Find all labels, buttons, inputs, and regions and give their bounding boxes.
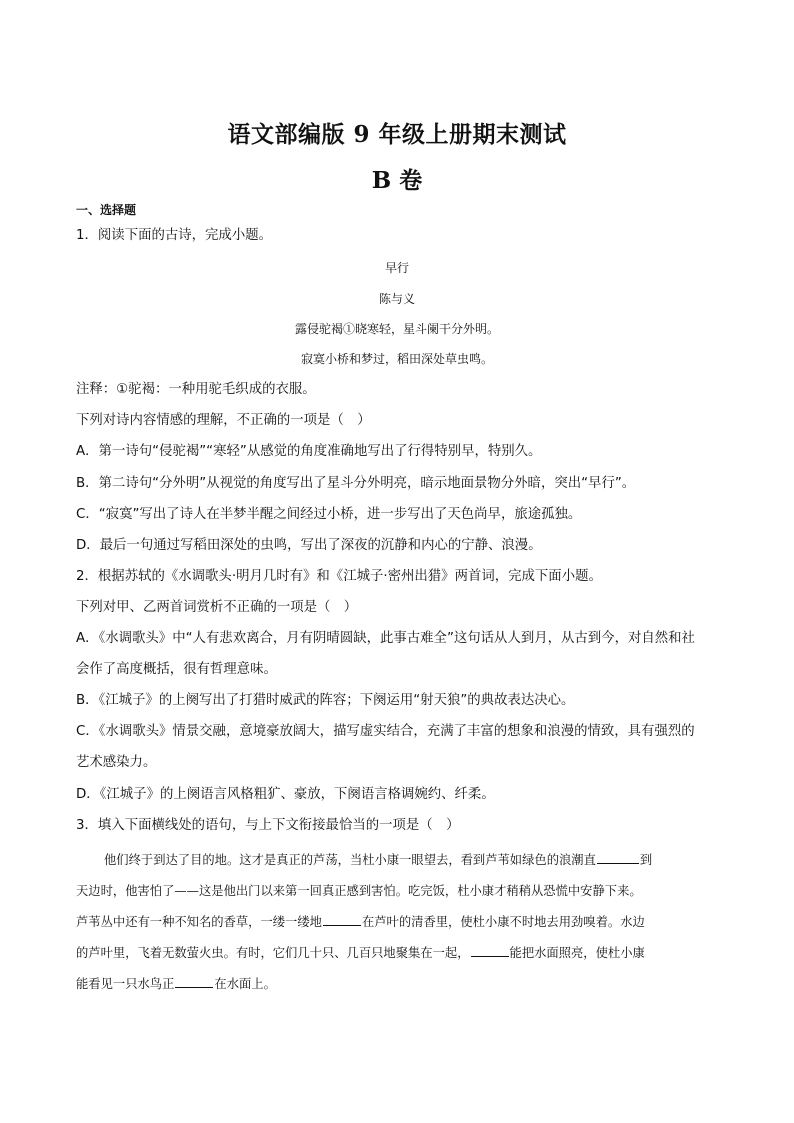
fill-blank bbox=[471, 943, 509, 957]
q1-option-a: A．第一诗句“侵驼褐”“寒轻”从感觉的角度准确地写出了行得特别早，特别久。 bbox=[76, 444, 542, 459]
q3-passage-line1 bbox=[76, 850, 728, 868]
q1-option-c: C．“寂寞”写出了诗人在半梦半醒之间经过小桥，进一步写出了天色尚早，旅途孤独。 bbox=[76, 507, 582, 522]
q2-stem: 下列对甲、乙两首词赏析不正确的一项是（ ） bbox=[76, 600, 358, 615]
poem-title: 早行 bbox=[384, 261, 409, 275]
q1-option-b: B．第二诗句“分外明”从视觉的角度写出了星斗分外明亮，暗示地面景物分外暗，突出“早行”。 bbox=[76, 476, 636, 491]
q3-text: 能看见一只水鸟正 bbox=[76, 977, 175, 991]
q1-option-d: D．最后一句通过写稻田深处的虫鸣，写出了深夜的沉静和内心的宁静、浪漫。 bbox=[76, 538, 542, 553]
poem-line-1: 露侵驼褐①晓寒轻，星斗阑干分外明。 bbox=[294, 322, 499, 336]
q3-passage-line2: 天边时，他害怕了——这是他出门以来第一回真正感到害怕。吃完饭，杜小康才稍稍从恐慌中安静下来。 bbox=[76, 884, 642, 898]
q3-text: 芦苇丛中还有一种不知名的香草，一缕一缕地 bbox=[76, 915, 322, 929]
q2-option-c-line1: C．《水调歌头》情景交融，意境豪放阔大，描写虚实结合，充满了丰富的想象和浪漫的情致，具有强烈的 bbox=[76, 724, 695, 739]
q3-intro: 3．填入下面横线处的语句，与上下文衔接最恰当的一项是（ ） bbox=[76, 818, 460, 833]
q1-stem: 下列对诗内容情感的理解，不正确的一项是（ ） bbox=[76, 413, 371, 428]
q3-text: 在芦叶的清香里，使杜小康不时地去用劲嗅着。水边 bbox=[361, 915, 645, 929]
q3-passage-line4 bbox=[76, 943, 728, 961]
q1-intro: 1．阅读下面的古诗，完成小题。 bbox=[76, 228, 272, 243]
q3-passage-line3 bbox=[76, 912, 728, 930]
page-subtitle: B 卷 bbox=[371, 167, 423, 194]
q3-text: 他们终于到达了目的地。这才是真正的芦荡，当杜小康一眼望去，看到芦苇如绿色的浪潮直 bbox=[104, 853, 596, 867]
fill-blank bbox=[175, 974, 213, 988]
q2-option-c-line2: 艺术感染力。 bbox=[76, 755, 157, 770]
fill-blank bbox=[323, 912, 361, 926]
page-title: 语文部编版 9 年级上册期末测试 bbox=[227, 121, 567, 148]
q3-passage-line5 bbox=[76, 974, 728, 992]
poem-author: 陈与义 bbox=[378, 292, 415, 306]
q3-text: 在水面上。 bbox=[214, 977, 276, 991]
poem-line-2: 寂寞小桥和梦过，稻田深处草虫鸣。 bbox=[300, 352, 493, 366]
q2-option-a-line1: A．《水调歌头》中“人有悲欢离合，月有阴晴圆缺，此事古难全”这句话从人到月，从古到今，对自然和社 bbox=[76, 631, 695, 646]
q2-intro: 2．根据苏轼的《水调歌头·明月几时有》和《江城子·密州出猎》两首词，完成下面小题。 bbox=[76, 569, 602, 584]
q3-text: 的芦叶里，飞着无数萤火虫。有时，它们几十只、几百只地聚集在一起， bbox=[76, 946, 470, 960]
q3-text: 能把水面照亮，使杜小康 bbox=[509, 946, 645, 960]
q1-note: 注释：①驼褐：一种用驼毛织成的衣服。 bbox=[76, 382, 316, 397]
q2-option-d: D．《江城子》的上阕语言风格粗犷、豪放，下阕语言格调婉约、纤柔。 bbox=[76, 787, 495, 802]
fill-blank bbox=[597, 850, 639, 864]
q2-option-b: B．《江城子》的上阕写出了打猎时威武的阵容；下阕运用“射天狼”的典故表达决心。 bbox=[76, 693, 575, 708]
q3-text: 到 bbox=[639, 853, 653, 867]
section-heading: 一、选择题 bbox=[76, 203, 137, 217]
q2-option-a-line2: 会作了高度概括，很有哲理意味。 bbox=[76, 662, 277, 677]
